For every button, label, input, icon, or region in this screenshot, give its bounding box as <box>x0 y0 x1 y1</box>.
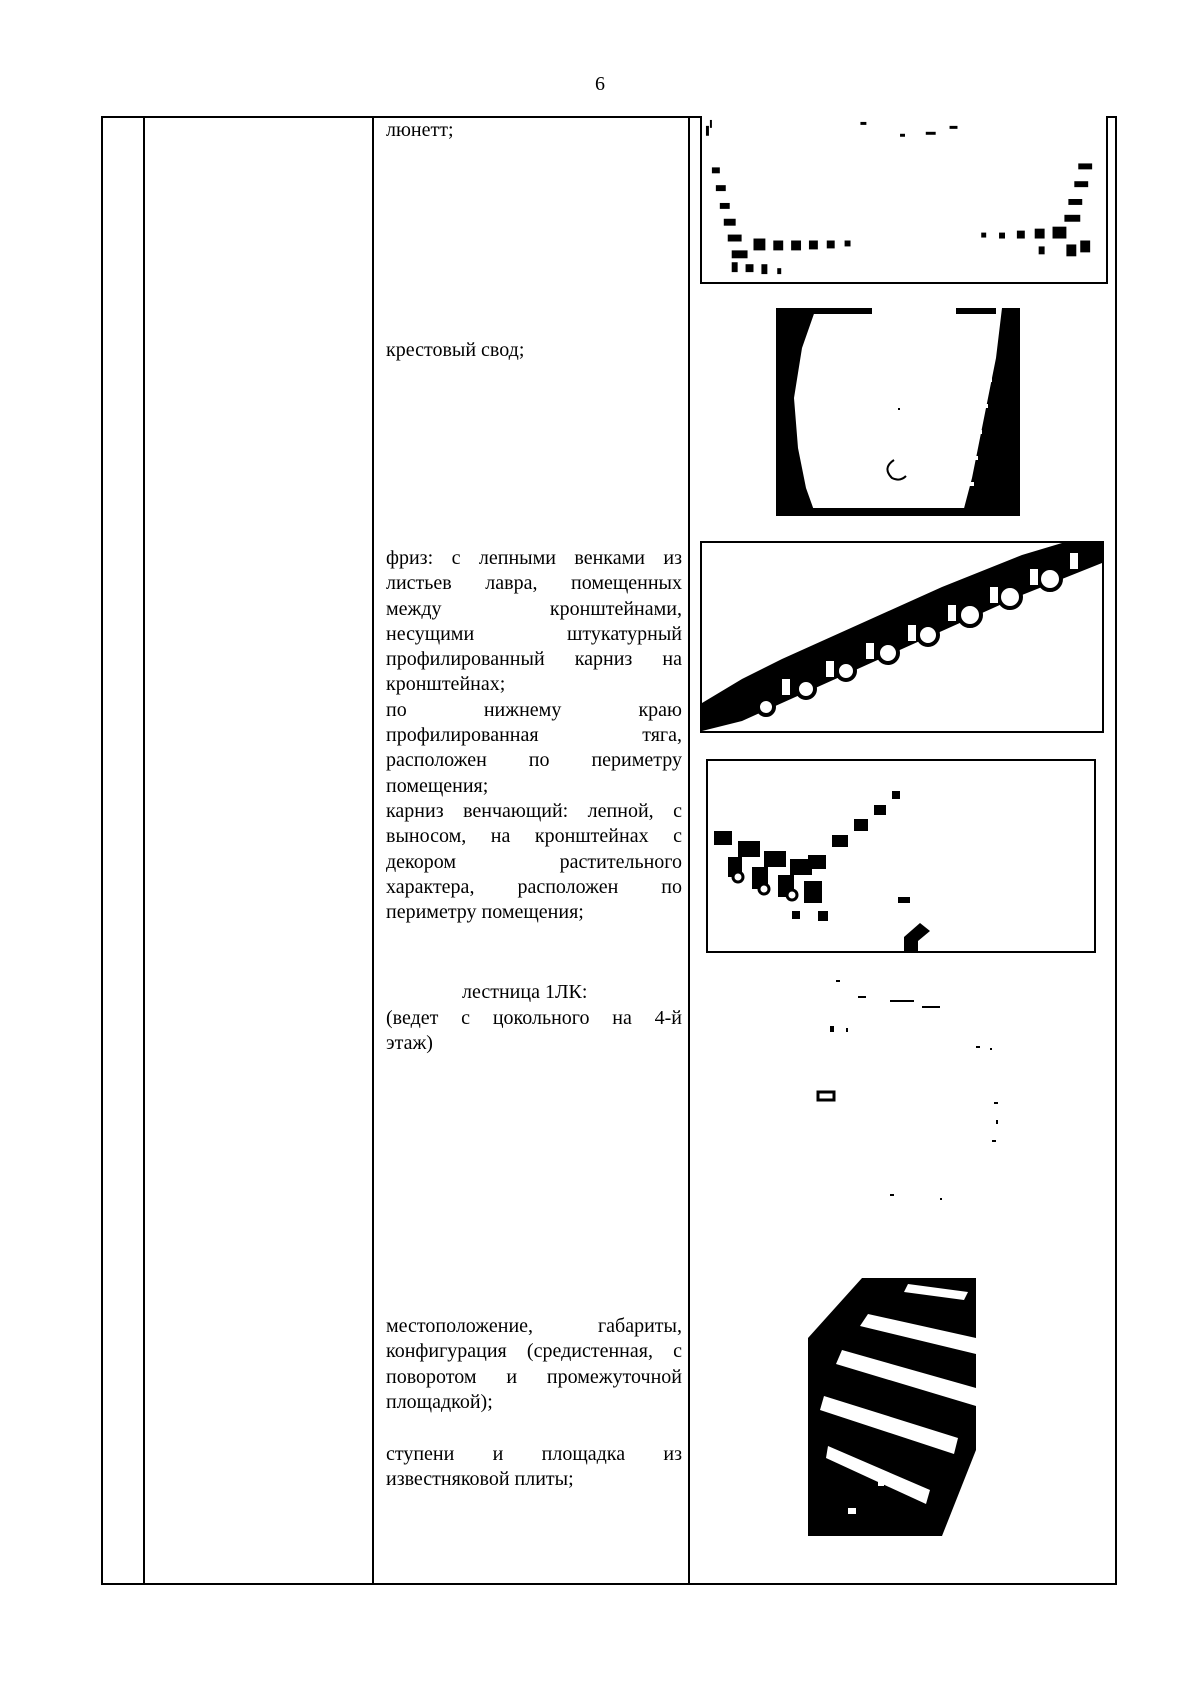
column-divider-2 <box>372 116 374 1585</box>
staircase-photo <box>806 976 1010 1202</box>
frieze-line: по нижнему краю <box>386 698 682 721</box>
location-line: площадкой); <box>386 1390 493 1413</box>
location-line: конфигурация (средистенная, с <box>386 1340 682 1363</box>
frieze-line: профилированный карниз на <box>386 648 682 671</box>
frieze-description <box>386 546 682 925</box>
steps-description <box>386 1442 682 1493</box>
stairs-photo <box>808 1278 976 1536</box>
frieze-line: расположен по периметру <box>386 749 682 772</box>
column-divider-1 <box>143 116 145 1585</box>
staircase-description <box>386 1006 682 1057</box>
location-line: местоположение, габариты, <box>386 1315 682 1337</box>
location-description <box>386 1314 682 1415</box>
frieze-line: кронштейнах; <box>386 673 506 696</box>
cross-vault-photo <box>776 308 1020 516</box>
frieze-photo <box>700 541 1104 733</box>
frieze-line: несущими штукатурный <box>386 622 682 645</box>
staircase-line: этаж) <box>386 1032 433 1055</box>
frieze-line: помещения; <box>386 774 489 797</box>
frieze-line: декором растительного <box>386 850 682 873</box>
staircase-line: (ведет с цокольного на 4-й <box>386 1007 682 1029</box>
frieze-line: карниз венчающий: лепной, с <box>386 799 682 822</box>
page-number: 6 <box>595 73 605 95</box>
frieze-line: листьев лавра, помещенных <box>386 572 682 595</box>
lunette-text: люнетт; <box>386 119 454 141</box>
frieze-line: характера, расположен по <box>386 875 682 898</box>
staircase-title: лестница 1ЛК: <box>462 981 588 1003</box>
cross-vault-text: крестовый свод; <box>386 339 525 361</box>
frieze-line: между кронштейнами, <box>386 597 682 620</box>
steps-line: известняковой плиты; <box>386 1468 574 1491</box>
frieze-line: фриз: с лепными венками из <box>386 547 682 569</box>
frieze-line: профилированная тяга, <box>386 724 682 747</box>
frieze-line: периметру помещения; <box>386 901 584 924</box>
frieze-line: выносом, на кронштейнах с <box>386 825 682 848</box>
cornice-photo <box>706 759 1096 953</box>
location-line: поворотом и промежуточной <box>386 1365 682 1388</box>
steps-line: ступени и площадка из <box>386 1443 682 1465</box>
column-divider-3 <box>688 116 690 1585</box>
lunette-photo <box>700 116 1108 284</box>
